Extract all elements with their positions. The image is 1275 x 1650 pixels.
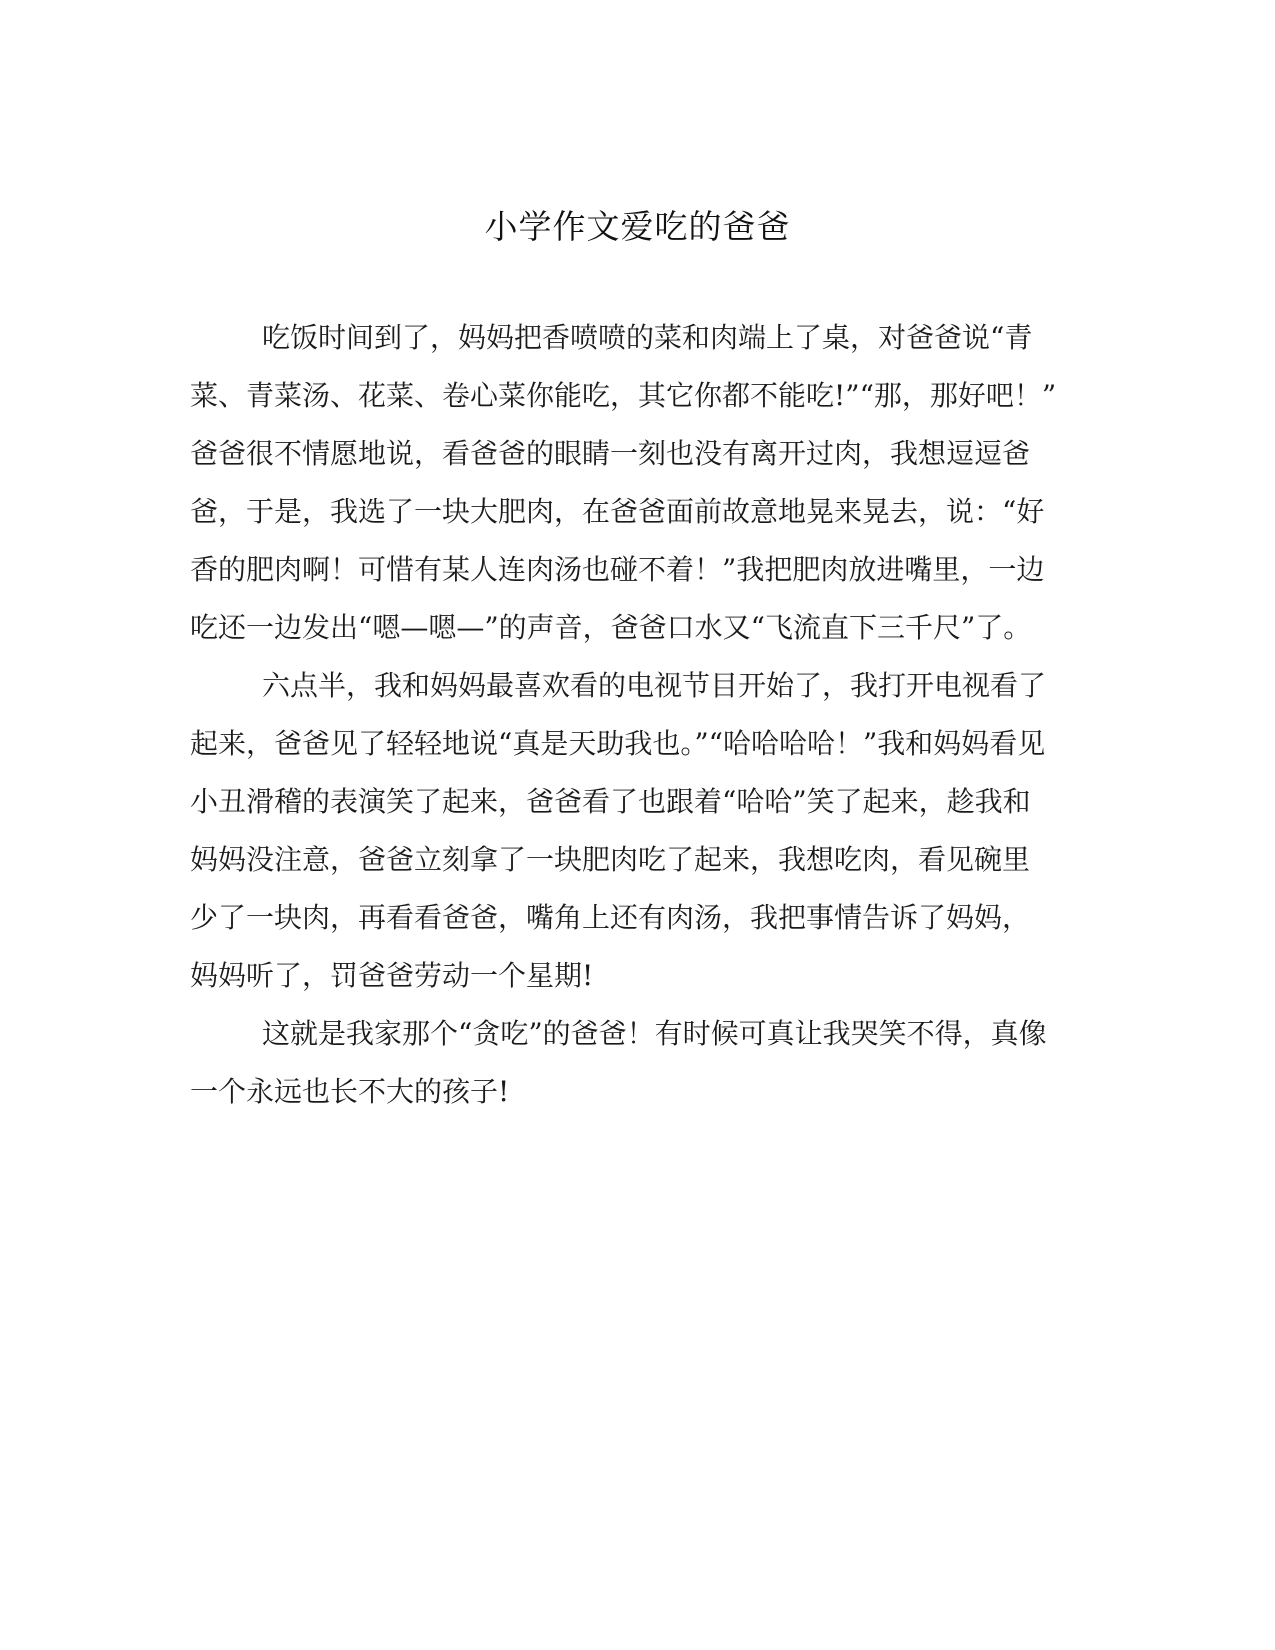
paragraph-2-line-3: 小丑滑稽的表演笑了起来，爸爸看了也跟着“哈哈”笑了起来，趁我和 xyxy=(190,785,1031,818)
paragraph-2-line-1: 六点半，我和妈妈最喜欢看的电视节目开始了，我打开电视看了 xyxy=(262,669,1047,702)
paragraph-2-line-4: 妈妈没注意，爸爸立刻拿了一块肥肉吃了起来，我想吃肉，看见碗里 xyxy=(190,843,1031,876)
paragraph-1-line-4: 爸，于是，我选了一块大肥肉，在爸爸面前故意地晃来晃去，说：“好 xyxy=(190,495,1045,528)
paragraph-1-line-3: 爸爸很不情愿地说，看爸爸的眼睛一刻也没有离开过肉，我想逗逗爸 xyxy=(190,437,1031,470)
paragraph-3-line-2: 一个永远也长不大的孩子! xyxy=(190,1075,510,1108)
paragraph-1-line-1: 吃饭时间到了，妈妈把香喷喷的菜和肉端上了桌，对爸爸说“青 xyxy=(262,321,1033,354)
paragraph-1-line-5: 香的肥肉啊！可惜有某人连肉汤也碰不着！”我把肥肉放进嘴里，一边 xyxy=(190,553,1045,586)
paragraph-3-line-1: 这就是我家那个“贪吃”的爸爸！有时候可真让我哭笑不得，真像 xyxy=(262,1017,1047,1050)
document-title: 小学作文爱吃的爸爸 xyxy=(484,207,791,246)
paragraph-2-line-6: 妈妈听了，罚爸爸劳动一个星期! xyxy=(190,959,594,992)
paragraph-2-line-2: 起来，爸爸见了轻轻地说“真是天助我也。”“哈哈哈哈！”我和妈妈看见 xyxy=(190,727,1046,760)
paragraph-1-line-2: 菜、青菜汤、花菜、卷心菜你能吃，其它你都不能吃!”“那，那好吧！” xyxy=(190,379,1057,412)
paragraph-1-line-6: 吃还一边发出“嗯—嗯—”的声音，爸爸口水又“飞流直下三千尺”了。 xyxy=(190,611,1032,644)
paragraph-2-line-5: 少了一块肉，再看看爸爸，嘴角上还有肉汤，我把事情告诉了妈妈， xyxy=(190,901,1031,934)
